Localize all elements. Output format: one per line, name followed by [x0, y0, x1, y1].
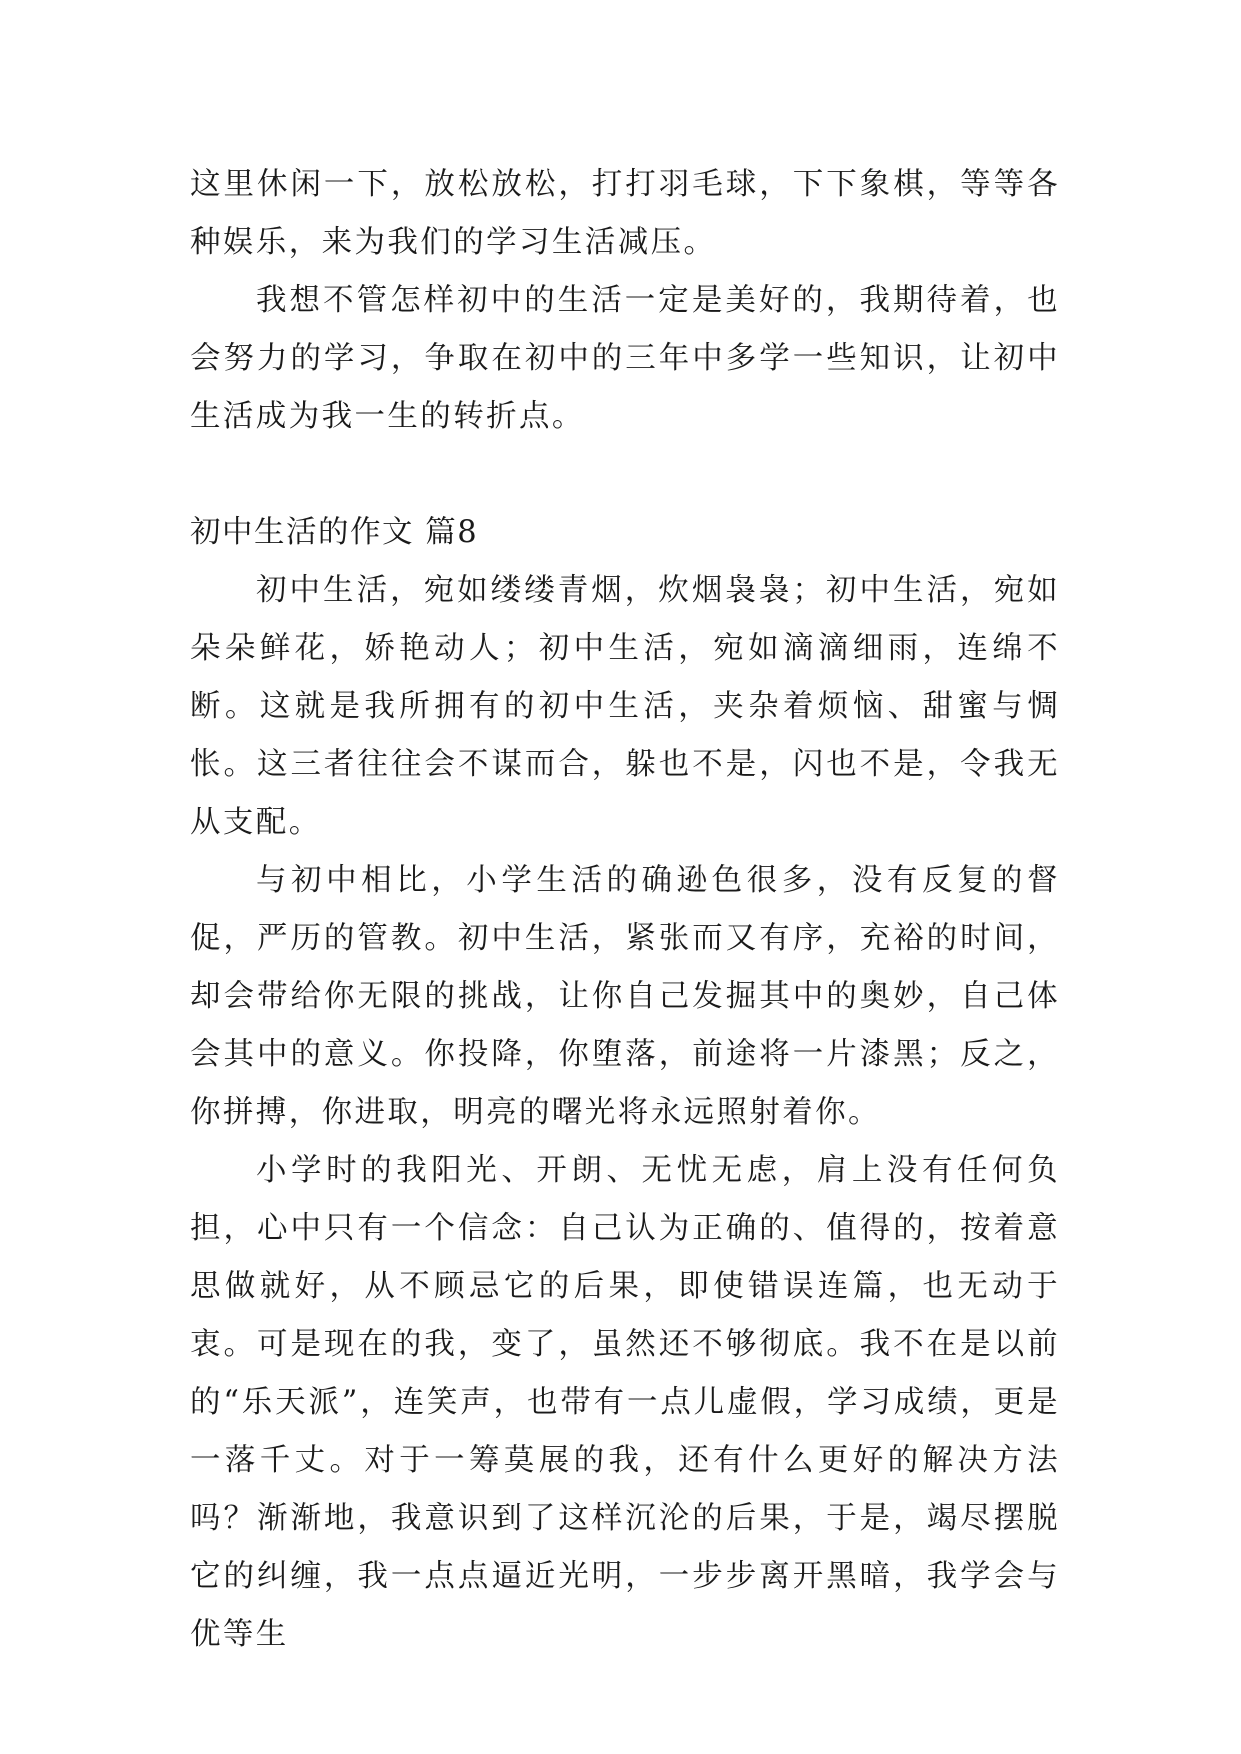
- document-body: [190, 156, 1060, 1664]
- paragraph: 初中生活，宛如缕缕青烟，炊烟袅袅；初中生活，宛如朵朵鲜花，娇艳动人；初中生活，宛如滴滴细雨，连绵不断。这就是我所拥有的初中生活，夹杂着烦恼、甜蜜与惆怅。这三者往往会不谋而合，躲也不是，闪也不是，令我无从支配。: [190, 573, 1060, 840]
- essay-heading: 初中生活的作文 篇8: [190, 515, 479, 550]
- paragraph: 与初中相比，小学生活的确逊色很多，没有反复的督促，严历的管教。初中生活，紧张而又有序，充裕的时间，却会带给你无限的挑战，让你自己发掘其中的奥妙，自己体会其中的意义。你投降，你堕落，前途将一片漆黑；反之，你拼搏，你进取，明亮的曙光将永远照射着你。: [190, 863, 1060, 1130]
- paragraph: 我想不管怎样初中的生活一定是美好的，我期待着，也会努力的学习，争取在初中的三年中多学一些知识，让初中生活成为我一生的转折点。: [190, 283, 1060, 434]
- paragraph: 小学时的我阳光、开朗、无忧无虑，肩上没有任何负担，心中只有一个信念：自己认为正确的、值得的，按着意思做就好，从不顾忌它的后果，即使错误连篇，也无动于衷。可是现在的我，变了，虽然还不够彻底。我不在是以前的“乐天派”，连笑声，也带有一点儿虚假，学习成绩，更是一落千丈。对于一筹莫展的我，还有什么更好的解决方法吗？渐渐地，我意识到了这样沉沦的后果，于是，竭尽摆脱它的纠缠，我一点点逼近光明，一步步离开黑暗，我学会与优等生: [190, 1153, 1060, 1652]
- paragraph-continued: 这里休闲一下，放松放松，打打羽毛球，下下象棋，等等各种娱乐，来为我们的学习生活减压。: [190, 167, 1060, 260]
